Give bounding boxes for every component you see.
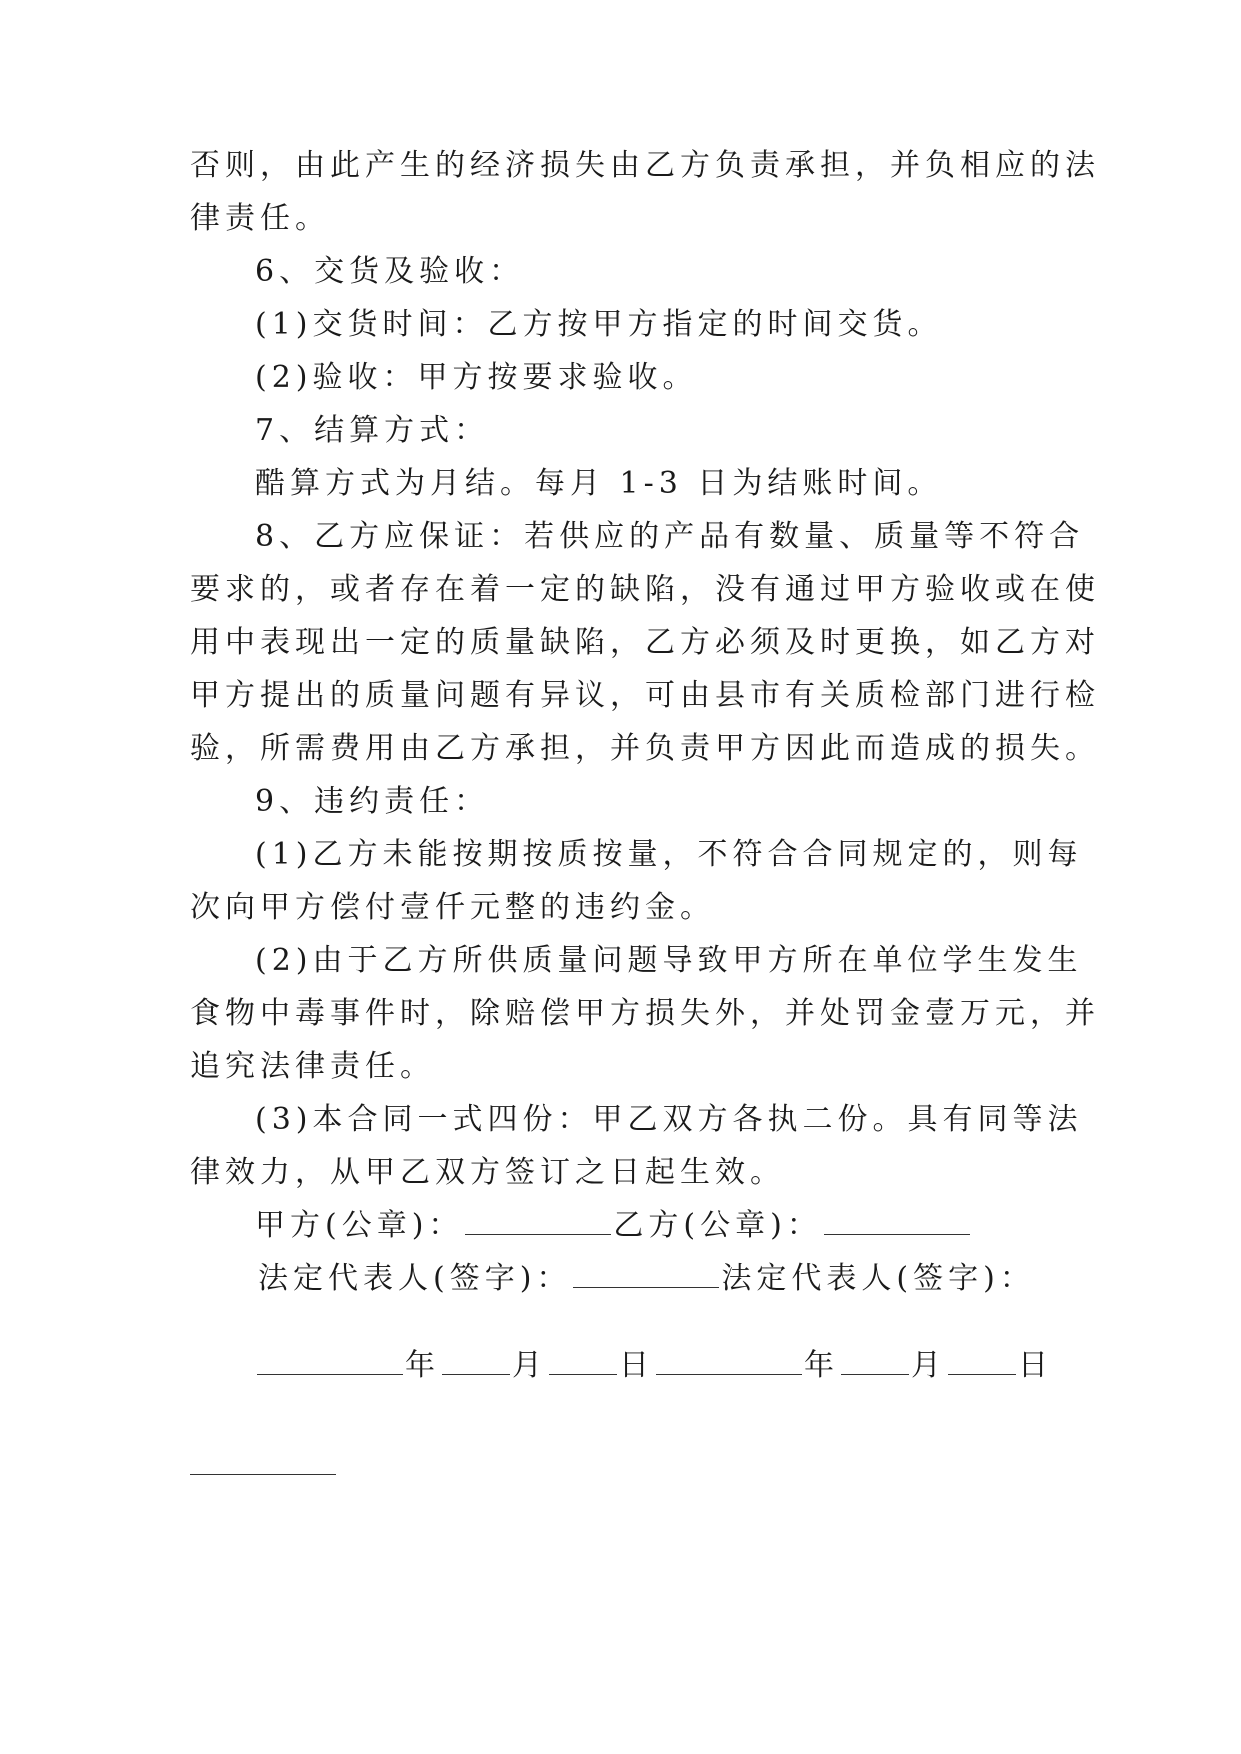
text-line: (1)乙方未能按期按质按量，不符合合同规定的，则每 [255,837,1083,872]
party-a-day-blank[interactable] [549,1346,617,1375]
year-label: 年 [804,1348,839,1383]
party-b-day-blank[interactable] [948,1346,1016,1375]
party-a-rep-label: 法定代表人(签字)： [258,1261,572,1296]
text-line: 用中表现出一定的质量缺陷，乙方必须及时更换，如乙方对 [190,625,1100,660]
representative-line [258,1259,1078,1299]
section-heading: 7、结算方式： [255,413,490,448]
text-line: 否则，由此产生的经济损失由乙方负责承担，并负相应的法 [190,148,1100,183]
party-b-seal-label: 乙方(公章)： [613,1208,822,1243]
text-line: 要求的，或者存在着一定的缺陷，没有通过甲方验收或在使 [190,572,1100,607]
date-line [255,1346,1075,1386]
section-heading: 6、交货及验收： [255,254,525,289]
party-a-year-blank[interactable] [257,1346,403,1375]
text-line: 律效力，从甲乙双方签订之日起生效。 [190,1155,785,1190]
party-a-month-blank[interactable] [442,1346,510,1375]
party-b-year-blank[interactable] [656,1346,802,1375]
text-line: (2)验收：甲方按要求验收。 [255,360,698,395]
party-a-rep-blank[interactable] [573,1259,719,1288]
text-line: 8、乙方应保证：若供应的产品有数量、质量等不符合 [255,519,1085,554]
day-label: 日 [1018,1348,1053,1383]
day-label: 日 [619,1348,654,1383]
text-line: 次向甲方偿付壹仟元整的违约金。 [190,890,715,925]
text-line: 食物中毒事件时，除赔偿甲方损失外，并处罚金壹万元，并 [190,996,1100,1031]
text-line: 酷算方式为月结。每月 1-3 日为结账时间。 [255,466,943,501]
party-b-rep-blank[interactable] [190,1474,336,1475]
text-line: (1)交货时间：乙方按甲方指定的时间交货。 [255,307,943,342]
party-b-month-blank[interactable] [841,1346,909,1375]
seal-line [255,1206,1075,1246]
year-label: 年 [405,1348,440,1383]
section-heading: 9、违约责任： [255,784,490,819]
text-line: (3)本合同一式四份：甲乙双方各执二份。具有同等法 [255,1102,1083,1137]
party-b-seal-blank[interactable] [824,1206,970,1235]
party-a-seal-label: 甲方(公章)： [255,1208,464,1243]
text-line: 追究法律责任。 [190,1049,435,1084]
text-line: 律责任。 [190,201,330,236]
party-b-rep-label: 法定代表人(签字)： [721,1261,1035,1296]
month-label: 月 [911,1348,946,1383]
party-a-seal-blank[interactable] [465,1206,611,1235]
text-line: 甲方提出的质量问题有异议，可由县市有关质检部门进行检 [190,678,1100,713]
text-line: 验，所需费用由乙方承担，并负责甲方因此而造成的损失。 [190,731,1100,766]
text-line: (2)由于乙方所供质量问题导致甲方所在单位学生发生 [255,943,1083,978]
month-label: 月 [512,1348,547,1383]
